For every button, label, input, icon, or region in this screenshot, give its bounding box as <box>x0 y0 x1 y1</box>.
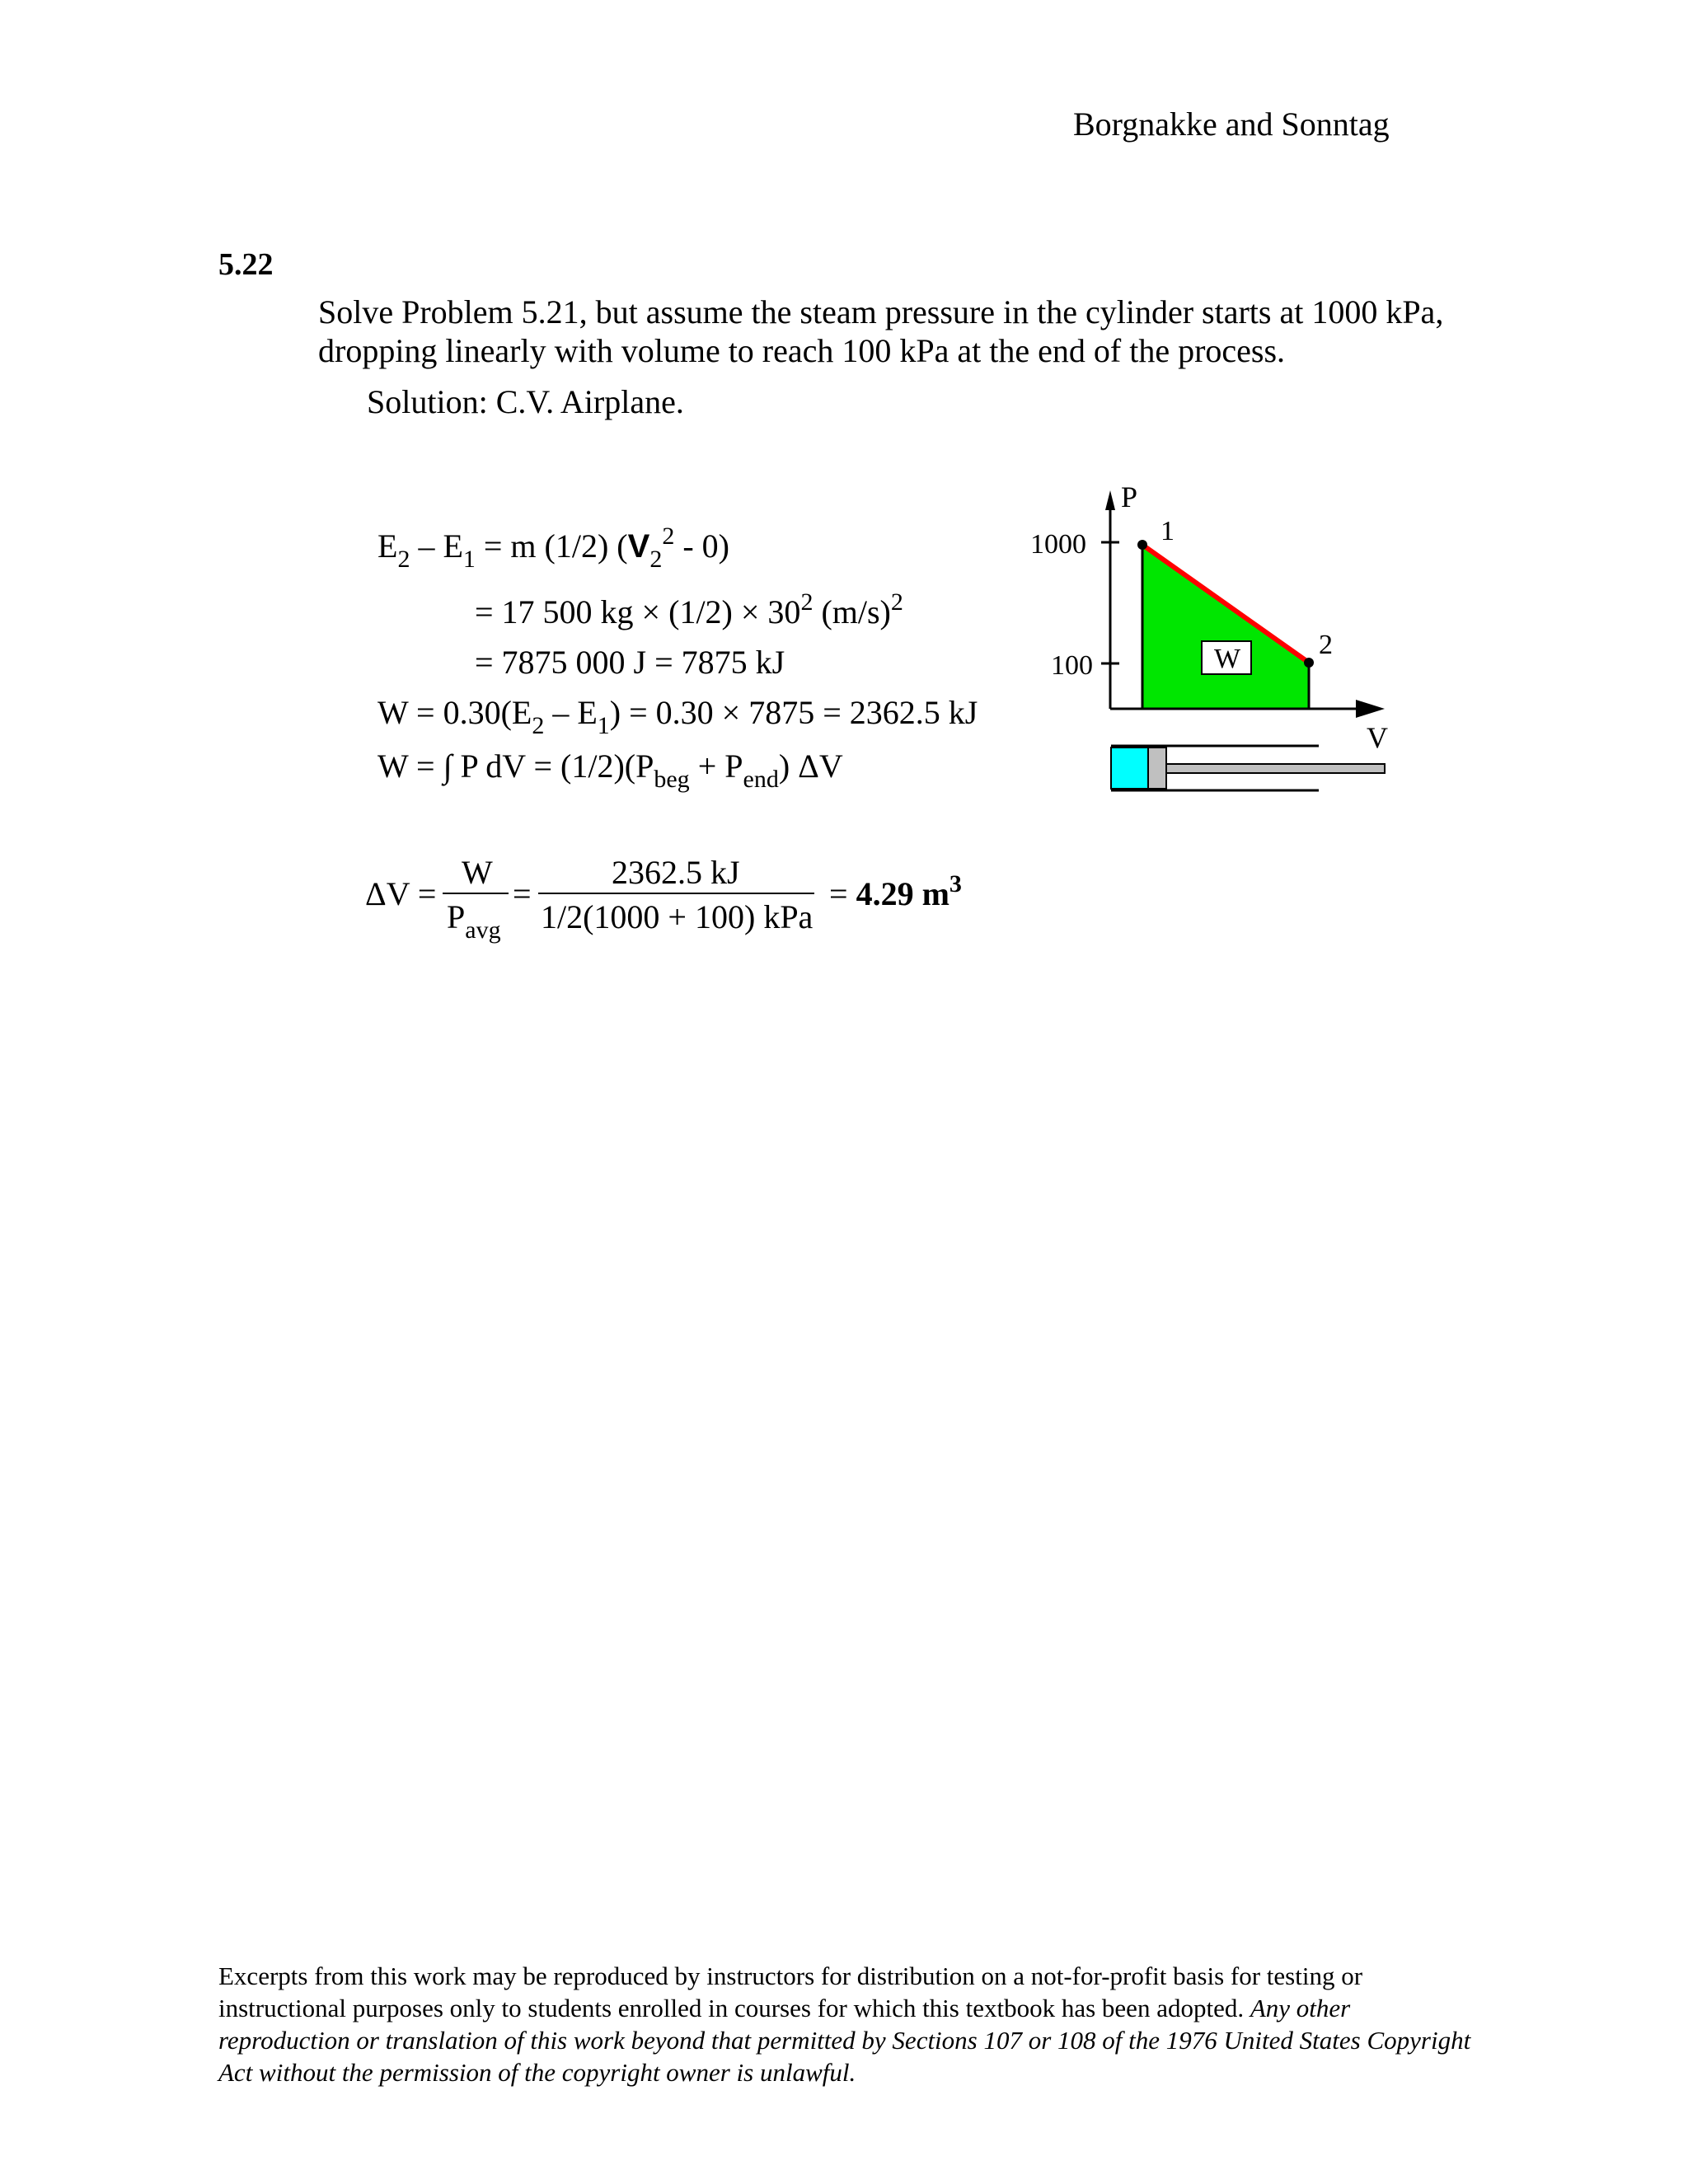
problem-statement-line2: dropping linearly with volume to reach 100 kPa at the end of the process. <box>318 332 1286 369</box>
copyright-footer <box>218 1960 1471 2088</box>
fraction1-numerator: W <box>462 854 493 891</box>
footer-italic-text: Any other reproduction or translation of this work beyond that permitted by Sections 107 or 108 of the 1976 United States Copyright Act without the permission of the copyright owner is unlawful. <box>218 1994 1471 2087</box>
problem-statement-line1: Solve Problem 5.21, but assume the steam pressure in the cylinder starts at 1000 kPa, <box>318 293 1444 330</box>
delta-v-lhs: ΔV = <box>365 875 437 912</box>
work-label: W <box>1214 644 1241 674</box>
p-axis-label: P <box>1121 480 1138 513</box>
v-axis-label: V <box>1367 721 1388 754</box>
pv-diagram <box>1022 474 1409 804</box>
tick-label-100: 100 <box>1051 650 1093 681</box>
cylinder-fluid <box>1111 748 1148 789</box>
volume-result: = 4.29 $m^3$ <box>829 870 962 912</box>
energy-equation: $E_2 - E_1 = m$ (1/2) $(V_2^2 - 0)$ <box>377 523 729 573</box>
state-2-label: 2 <box>1319 630 1333 660</box>
energy-result: = 7875 000 J = 7875 kJ <box>475 644 785 681</box>
work-equation: $W = 0.30(E_2 - E_1) = 0.30 \times 7875 = 2362.5$ kJ <box>377 694 978 739</box>
equals-sign: = <box>513 875 532 912</box>
fraction1-denominator: $P_{avg}$ <box>447 898 501 944</box>
fraction1-bar <box>443 893 509 894</box>
tick-label-1000: 1000 <box>1030 529 1086 560</box>
piston-rod <box>1166 764 1385 773</box>
state-2-point <box>1304 658 1314 668</box>
v-axis-arrow <box>1356 700 1385 718</box>
work-area <box>1142 545 1309 709</box>
piston <box>1148 748 1166 789</box>
state-1-point <box>1137 540 1147 550</box>
footer-text: Excerpts from this work may be reproduced by instructors for distribution on a not-for-profit basis for testing or instructional purposes only to students enrolled in courses for which this textbook has been adopted. <box>218 1961 1363 2022</box>
energy-substitution: = 17 500 kg × $(1/2) \times 30^2$ $(m/s)^2$ <box>475 588 903 630</box>
state-1-label: 1 <box>1160 516 1175 546</box>
problem-number: 5.22 <box>218 247 274 282</box>
work-integral-equation: W = ∫ P dV = $(1/2)(P_{beg} + P_{end})$ ΔV <box>377 748 843 793</box>
fraction2-numerator: 2362.5 kJ <box>612 854 740 891</box>
header-authors: Borgnakke and Sonntag <box>1073 105 1390 143</box>
fraction2-denominator: 1/2(1000 + 100) kPa <box>541 898 814 935</box>
p-axis-arrow <box>1105 490 1115 510</box>
solution-label: Solution: C.V. Airplane. <box>367 383 684 420</box>
fraction2-bar <box>538 893 814 894</box>
